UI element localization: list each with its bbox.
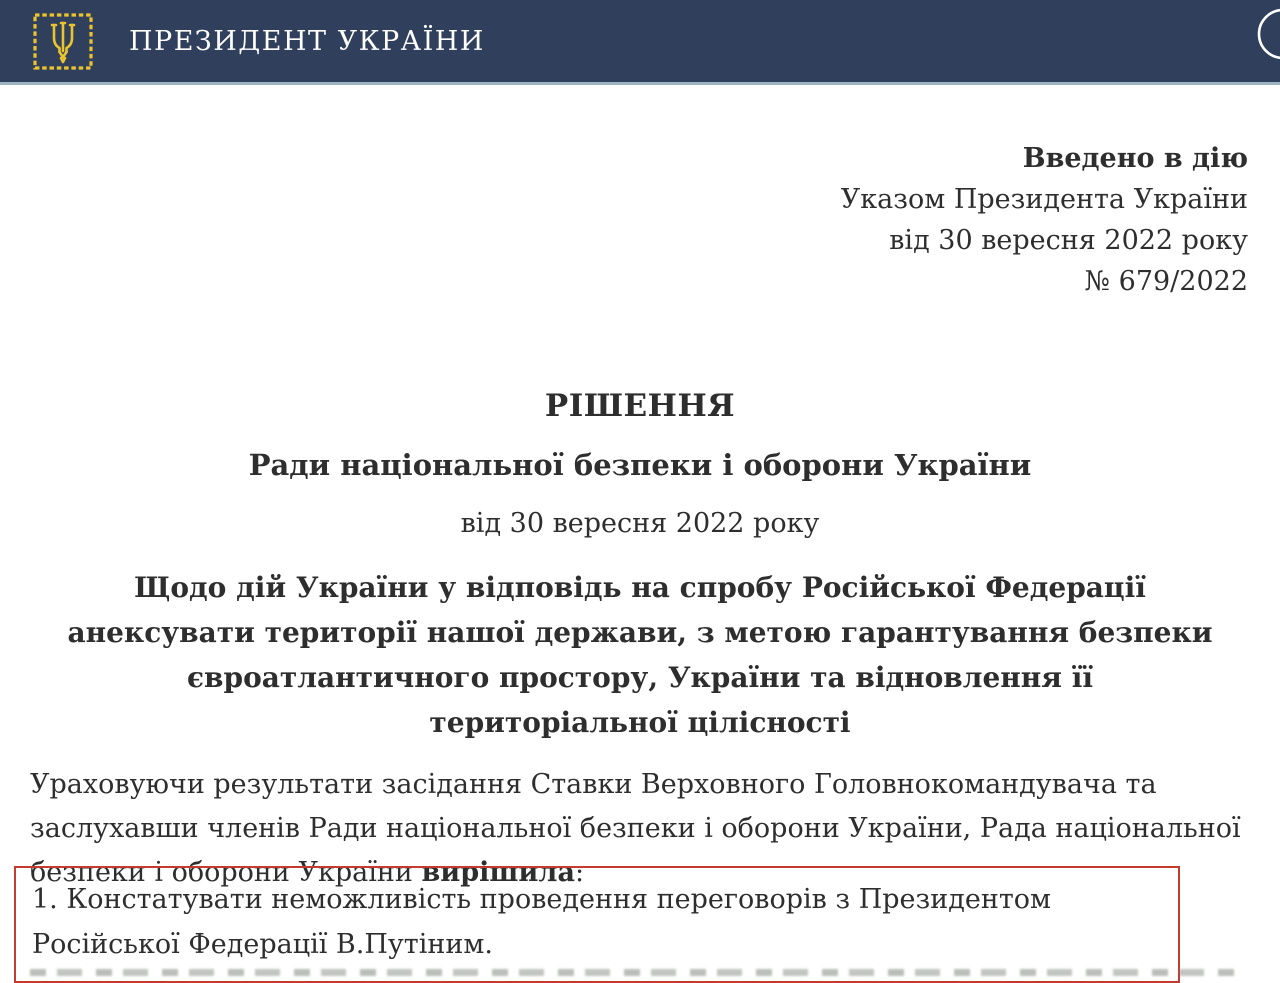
document-date: від 30 вересня 2022 року [460, 508, 820, 539]
highlighted-decision-item [14, 866, 1180, 983]
site-title: ПРЕЗИДЕНТ УКРАЇНИ [129, 25, 485, 57]
brand-home-link[interactable] [32, 12, 485, 71]
decision-item-text: 1. Констатувати неможливість проведення переговорів з Президентом Російської Федерації В.Путіним. [32, 884, 1052, 960]
clipped-next-line [30, 969, 1240, 976]
enactment-number: № 679/2022 [1084, 266, 1248, 297]
enactment-block [30, 138, 1250, 302]
decree-document [0, 138, 1280, 895]
site-header [0, 0, 1280, 85]
preamble-bold-word: вирішила [421, 857, 575, 888]
enactment-line: Указом Президента України [840, 184, 1248, 215]
search-icon[interactable] [1252, 6, 1280, 68]
preamble-suffix: : [574, 857, 585, 888]
document-title: РІШЕННЯ [544, 388, 736, 424]
preamble-text: Ураховуючи результати засідання Ставки Верховного Головнокомандувача та заслухавши членів Ради національної безпеки і оборони України, Рада національної безпеки і оборони України [30, 769, 1241, 888]
enactment-line: від 30 вересня 2022 року [889, 225, 1248, 256]
document-subject: Щодо дій України у відповідь на спробу Російської Федерації анексувати території нашої держави, з метою гарантування безпеки євроатлантичного простору, України та відновлення її територіальної цілісності [67, 571, 1213, 739]
document-subtitle: Ради національної безпеки і оборони України [248, 448, 1032, 482]
enactment-line: Введено в дію [1022, 143, 1248, 174]
ukraine-trident-emblem-icon [32, 12, 94, 71]
